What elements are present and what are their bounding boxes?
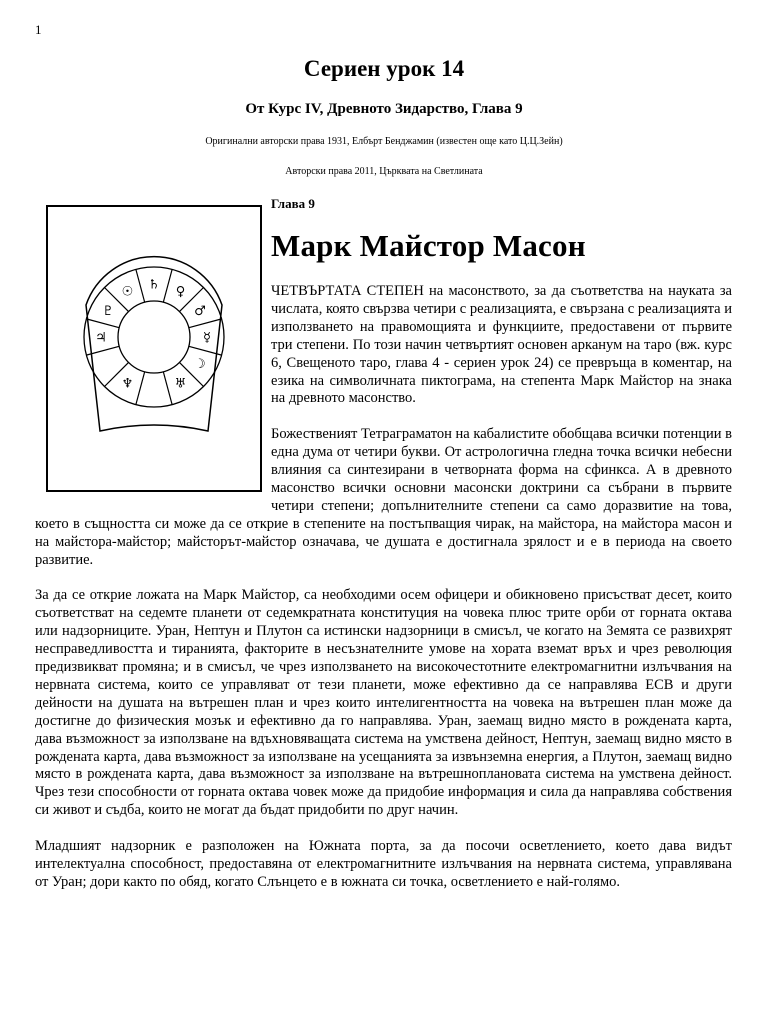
lesson-title: Сериен урок 14 (303, 56, 465, 81)
planet-symbol-icon: ☉ (121, 284, 134, 300)
planet-symbol-icon: ♇ (102, 304, 114, 319)
figure-spacer (35, 283, 271, 499)
copyright-original: Оригинални авторски права 1931, Елбърт Бенджамин (известен още като Ц.Ц.Зейн) (205, 136, 563, 147)
planet-symbol-icon: ♃ (95, 330, 107, 346)
planet-symbol-icon: ☽ (194, 357, 206, 372)
paragraph: За да се открие ложата на Марк Майстор, са необходими осем офицери и обикновено присъстват десет, които съответстват на седемте планети от седемкратната конституция на човека плюс трите орби от горната октава или надзорниците. Уран, Нептун и Плутон са истински надзорници в смисъл, че когато на Земята се развихрят несправедливостта и тиранията, факторите в несъзнателните умове на хората вземат връх и чрез революция предизвикват промяна; и в смисъл, че чрез използването на високочестотните електромагнитни излъчвания на нервната система, които се управляват от тези планети, може ефективно да се направлява ЕСВ и други дейности на душата на вътрешен план и чрез които интелигентността на човека на вътрешен план може да достигне до физическия мозък и ефективно да го направлява. Уран, заемащ видно място в рождената карта, дава възможност за използване на вдъхновяващата система на умствена дейност, Нептун, заемащ видно място в рождената карта, дава възможност за използване на усещанията за извънземна енергия, а Плутон, заемащ видно място в рождената карта, дава възможност за използване на вътрешноплановата система на умствена дейност. Чрез тези способности от горната октава човек може да придобие информация и сила да направлява собствения си живот и съдба, които не могат да бъдат придобити по друг начин. (35, 587, 732, 819)
planet-symbol-icon: ♂ (194, 304, 206, 319)
paragraph: Божественият Тетраграматон на кабалистите обобщава всички потенции в една дума от четири букви. От астрологична гледна точка всички небесни влияния са синтезирани в четворната форма на сфинкса. А в древното масонство всички основни масонски доктрини са събрани в първите четири степени; допълнителните степени са само доразвитие на това, което в същността си може да се открие в степените на постъпващия чирак, на майстора, на майстора масон и на майстора-майстор; майсторът-майстор означава, че душата е достигнала зрялост и е в периода на своето развитие. (35, 426, 732, 568)
lesson-subtitle: От Курс IV, Древното Зидарство, Глава 9 (245, 101, 523, 117)
chapter-title: Марк Майстор Масон (271, 228, 586, 263)
paragraph: ЧЕТВЪРТАТА СТЕПЕН на масонството, за да съответства на науката за числата, която свързва четири с реализацията, е свързана с реализацията и използването на правомощията и функциите, предоставени от първите три степени. По този начин четвъртият основен арканум на таро (вж. курс 6, Свещеното таро, глава 4 - сериен урок 24) се превръща в коментар, на езика на символичната пиктограма, на степента Марк Майстор на знака на древното масонство. (271, 283, 732, 407)
planet-symbol-icon: ♄ (148, 277, 160, 293)
paragraph: Младшият надзорник е разположен на Южната порта, за да посочи осветлението, което дава видът интелектуална способност, предоставяна от електромагнитните излъчвания на нервната система, управлявана от Уран; дори както по обяд, когато Слънцето е в южната си точка, осветлението е най-голямо. (35, 838, 732, 890)
chapter-label: Глава 9 (271, 196, 315, 211)
body-text (35, 283, 732, 910)
planet-symbol-icon: ♅ (174, 376, 187, 392)
page-number: 1 (35, 22, 42, 37)
planet-symbol-icon: ♆ (121, 376, 134, 392)
copyright-translation: Авторски права 2011, Църквата на Светлината (285, 166, 483, 177)
planet-symbol-icon: ☿ (203, 330, 211, 346)
planet-symbol-icon: ♀ (175, 284, 186, 300)
